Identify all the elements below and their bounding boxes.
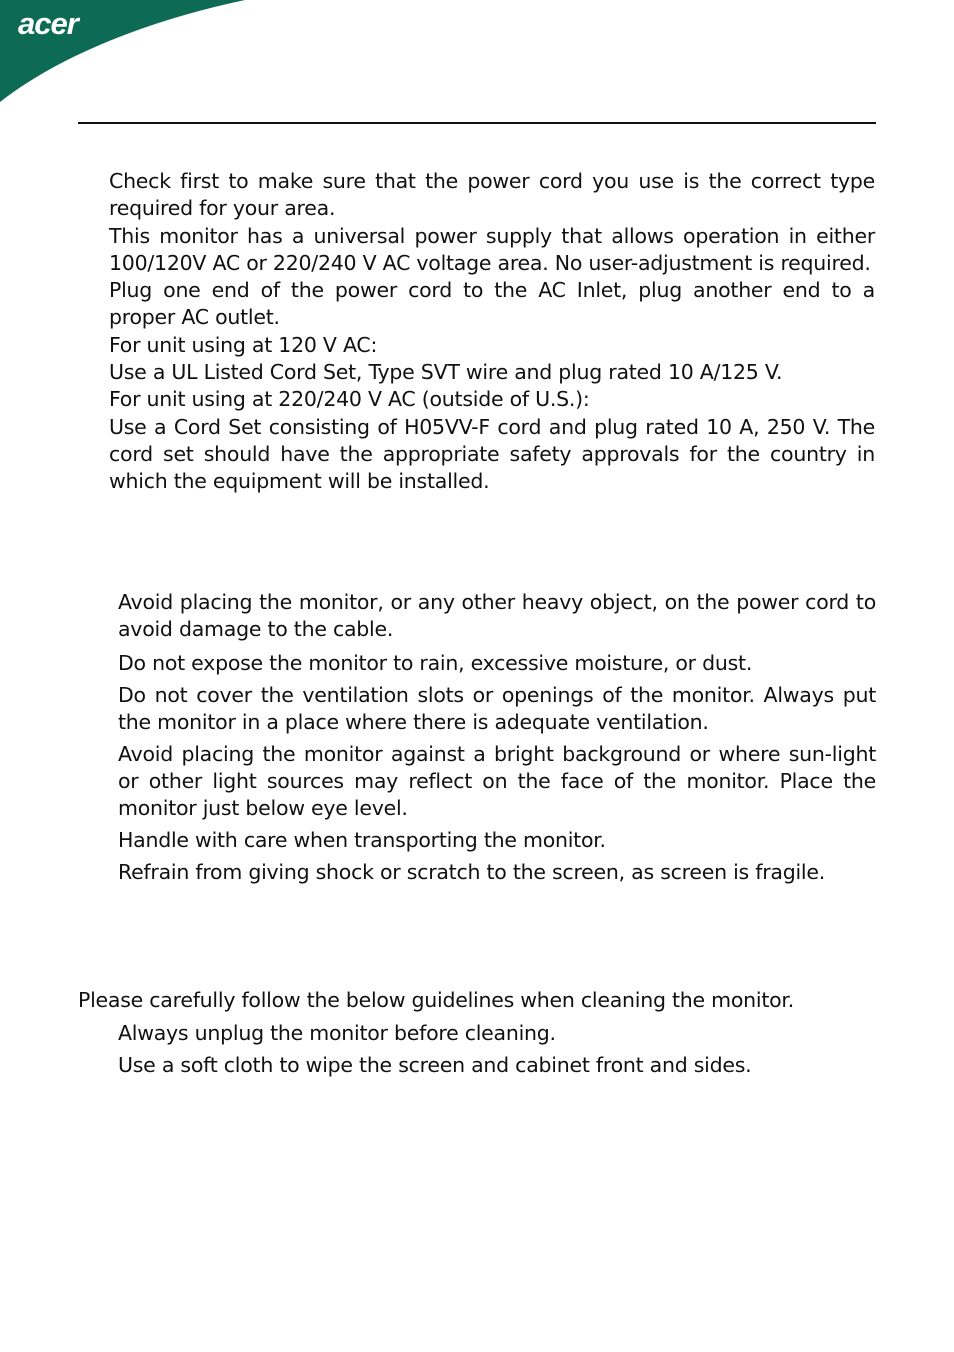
acer-logo: acer: [18, 6, 78, 41]
power-paragraph: This monitor has a universal power supply that allows operation in either 100/120V AC or 220/240 V AC voltage area. No user-adjustment is required.: [109, 223, 875, 275]
list-item: Avoid placing the monitor, or any other heavy object, on the power cord to avoid damage to the cable.: [118, 590, 876, 641]
power-cord-section: [109, 168, 875, 496]
list-item: Refrain from giving shock or scratch to the screen, as screen is fragile.: [118, 860, 825, 884]
list-item: Avoid placing the monitor against a bright background or where sun-light or other light sources may reflect on the face of the monitor. Place the monitor just below eye level.: [118, 742, 876, 820]
cleaning-intro: Please carefully follow the below guidelines when cleaning the monitor.: [78, 988, 794, 1012]
list-item: Do not cover the ventilation slots or openings of the monitor. Always put the monitor in a place where there is adequate ventilation.: [118, 683, 876, 734]
power-paragraph: Use a UL Listed Cord Set, Type SVT wire and plug rated 10 A/125 V.: [109, 360, 783, 385]
power-paragraph: Plug one end of the power cord to the AC Inlet, plug another end to a proper AC outlet.: [109, 278, 875, 330]
list-item: Always unplug the monitor before cleaning.: [118, 1021, 556, 1045]
list-item: Handle with care when transporting the monitor.: [118, 828, 606, 852]
power-paragraph: For unit using at 120 V AC:: [109, 332, 378, 357]
header-divider: [78, 122, 876, 124]
power-paragraph: Use a Cord Set consisting of H05VV-F cord and plug rated 10 A, 250 V. The cord set should have the appropriate safety approvals for the country in which the equipment will be installed.: [109, 414, 875, 494]
list-item: Do not expose the monitor to rain, excessive moisture, or dust.: [118, 651, 753, 675]
power-paragraph: Check first to make sure that the power cord you use is the correct type required for your area.: [109, 169, 875, 221]
precautions-list: [118, 589, 876, 886]
list-item: Use a soft cloth to wipe the screen and cabinet front and sides.: [118, 1053, 752, 1077]
cleaning-list: [118, 1020, 876, 1079]
power-paragraph: For unit using at 220/240 V AC (outside of U.S.):: [109, 387, 590, 412]
